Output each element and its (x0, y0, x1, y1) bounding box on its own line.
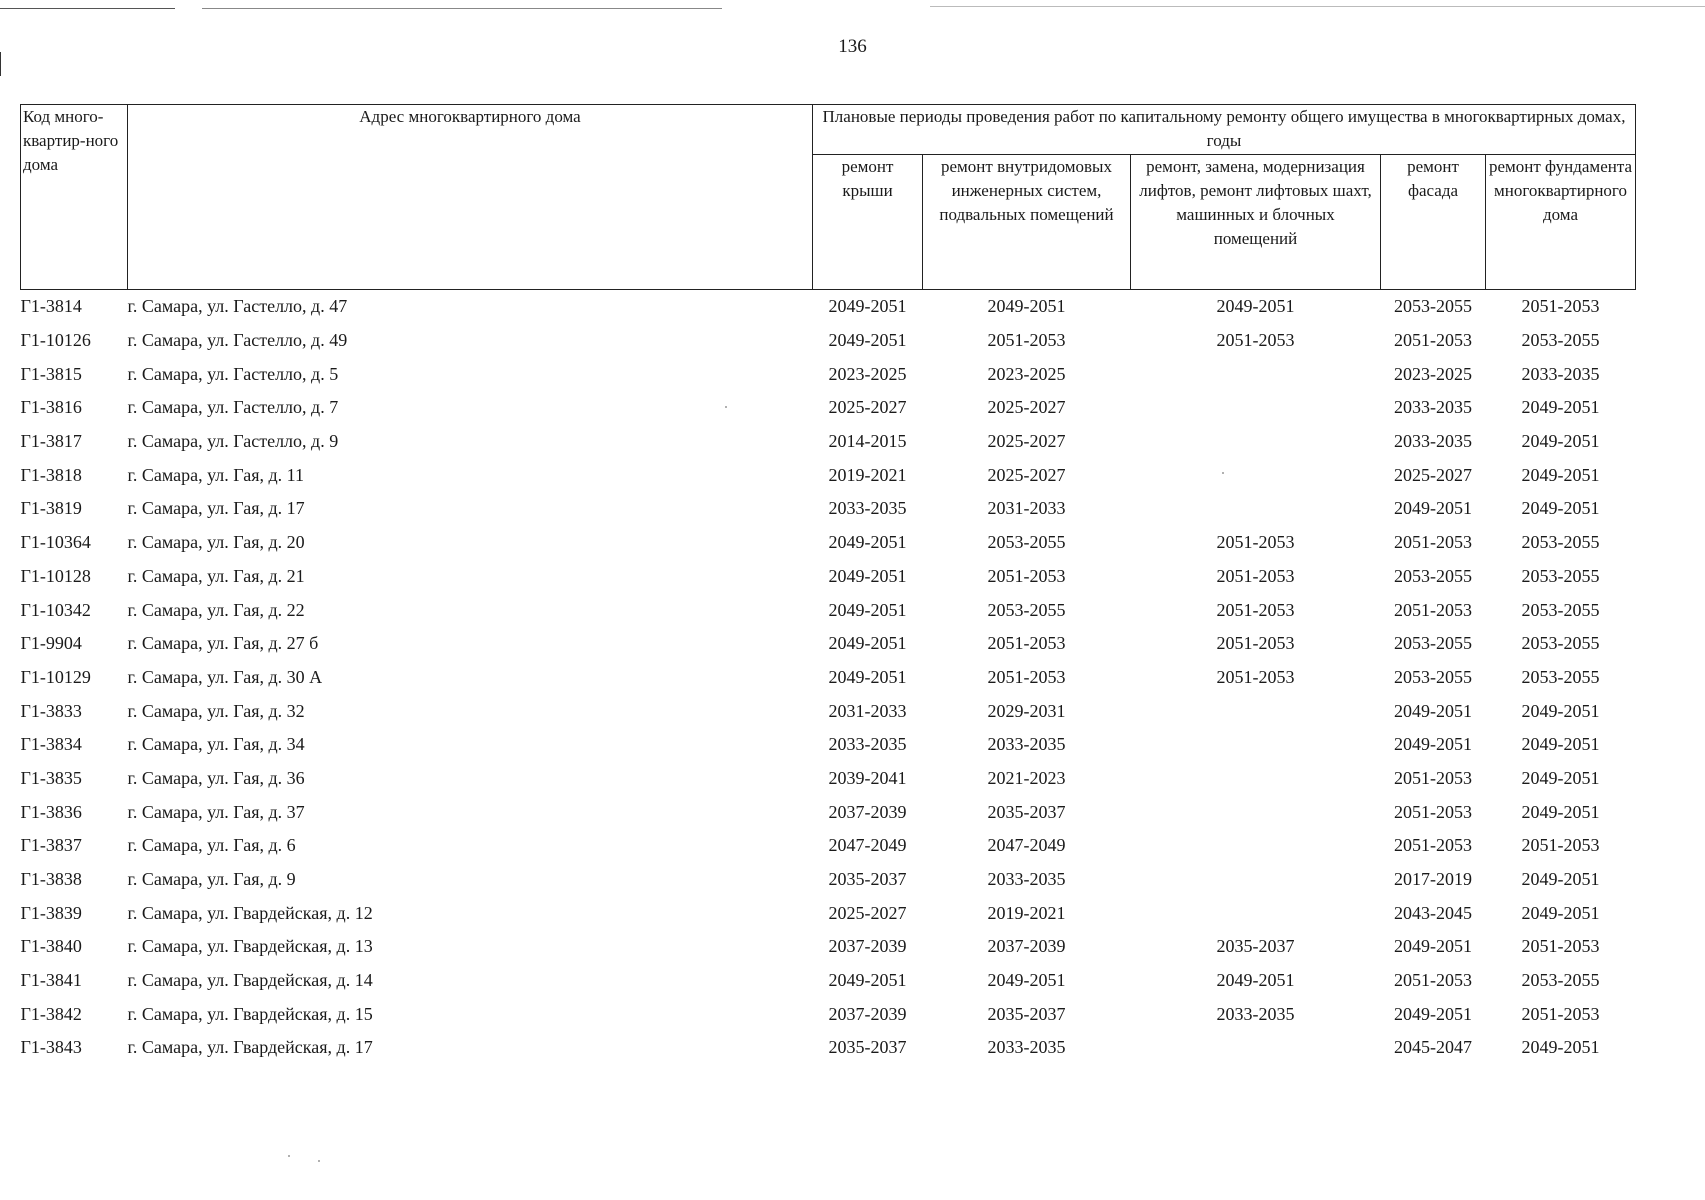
address-cell: г. Самара, ул. Гая, д. 34 (127, 734, 305, 755)
engineering-period-cell: 2049-2051 (987, 296, 1066, 317)
foundation-period-cell: 2049-2051 (1521, 801, 1600, 822)
foundation-period-cell: 2053-2055 (1521, 666, 1600, 687)
address-cell: г. Самара, ул. Гастелло, д. 7 (127, 397, 339, 418)
repair-schedule-table (20, 104, 1636, 1065)
foundation-period-cell: 2049-2051 (1521, 869, 1600, 890)
elevators-period-cell (1131, 896, 1381, 930)
foundation-period-cell: 2053-2055 (1521, 330, 1600, 351)
roof-period-cell: 2014-2015 (828, 431, 907, 452)
address-cell: г. Самара, ул. Гая, д. 36 (127, 767, 305, 788)
facade-period-cell: 2051-2053 (1394, 801, 1472, 822)
engineering-period-cell: 2053-2055 (987, 532, 1066, 553)
foundation-period-cell: 2053-2055 (1521, 532, 1600, 553)
elevators-period-cell (1131, 492, 1381, 526)
address-cell: г. Самара, ул. Гая, д. 17 (127, 498, 305, 519)
address-cell: г. Самара, ул. Гая, д. 20 (127, 532, 305, 553)
facade-period-cell: 2043-2045 (1394, 902, 1472, 923)
house-code-cell: Г1-3815 (20, 363, 82, 384)
roof-period-cell: 2049-2051 (828, 296, 907, 317)
roof-period-cell: 2033-2035 (828, 734, 907, 755)
facade-period-cell: 2051-2053 (1394, 767, 1472, 788)
foundation-period-cell: 2033-2035 (1521, 363, 1600, 384)
address-cell: г. Самара, ул. Гвардейская, д. 14 (127, 970, 373, 991)
table-row (21, 694, 1636, 728)
roof-period-cell: 2033-2035 (828, 498, 907, 519)
elevators-period-cell (1131, 829, 1381, 863)
elevators-period-cell: 2051-2053 (1216, 666, 1295, 687)
engineering-period-cell: 2051-2053 (987, 633, 1066, 654)
scan-edge-line (202, 8, 722, 9)
house-code-cell: Г1-3837 (20, 835, 82, 856)
house-code-cell: Г1-3817 (20, 431, 82, 452)
elevators-period-cell: 2049-2051 (1216, 296, 1295, 317)
table-row (21, 997, 1636, 1031)
column-header-address: Адрес многоквартирного дома (128, 105, 813, 290)
elevators-period-cell: 2051-2053 (1216, 330, 1295, 351)
facade-period-cell: 2033-2035 (1394, 397, 1472, 418)
facade-period-cell: 2049-2051 (1394, 1003, 1472, 1024)
address-cell: г. Самара, ул. Гая, д. 30 А (127, 666, 323, 687)
engineering-period-cell: 2025-2027 (987, 397, 1066, 418)
roof-period-cell: 2049-2051 (828, 970, 907, 991)
facade-period-cell: 2045-2047 (1394, 1037, 1472, 1058)
facade-period-cell: 2049-2051 (1394, 498, 1472, 519)
elevators-period-cell: 2049-2051 (1216, 970, 1295, 991)
engineering-period-cell: 2033-2035 (987, 734, 1066, 755)
address-cell: г. Самара, ул. Гастелло, д. 47 (127, 296, 348, 317)
table-row (21, 593, 1636, 627)
foundation-period-cell: 2051-2053 (1521, 936, 1600, 957)
table-row (21, 290, 1636, 324)
elevators-period-cell (1131, 391, 1381, 425)
house-code-cell: Г1-3840 (20, 936, 82, 957)
house-code-cell: Г1-3834 (20, 734, 82, 755)
address-cell: г. Самара, ул. Гая, д. 27 б (127, 633, 319, 654)
engineering-period-cell: 2051-2053 (987, 330, 1066, 351)
table-row (21, 357, 1636, 391)
engineering-period-cell: 2051-2053 (987, 666, 1066, 687)
address-cell: г. Самара, ул. Гая, д. 6 (127, 835, 296, 856)
roof-period-cell: 2025-2027 (828, 902, 907, 923)
house-code-cell: Г1-3835 (20, 767, 82, 788)
house-code-cell: Г1-3819 (20, 498, 82, 519)
house-code-cell: Г1-3841 (20, 970, 82, 991)
scan-edge-line (0, 8, 175, 9)
facade-period-cell: 2051-2053 (1394, 835, 1472, 856)
engineering-period-cell: 2023-2025 (987, 363, 1066, 384)
scan-speck (318, 1160, 320, 1162)
table-row (21, 728, 1636, 762)
engineering-period-cell: 2025-2027 (987, 431, 1066, 452)
elevators-period-cell (1131, 357, 1381, 391)
house-code-cell: Г1-10364 (20, 532, 91, 553)
foundation-period-cell: 2051-2053 (1521, 835, 1600, 856)
elevators-period-cell: 2033-2035 (1216, 1003, 1295, 1024)
scan-speck (725, 406, 727, 408)
house-code-cell: Г1-9904 (20, 633, 82, 654)
engineering-period-cell: 2047-2049 (987, 835, 1066, 856)
facade-period-cell: 2051-2053 (1394, 532, 1472, 553)
foundation-period-cell: 2053-2055 (1521, 599, 1600, 620)
roof-period-cell: 2039-2041 (828, 767, 907, 788)
roof-period-cell: 2023-2025 (828, 363, 907, 384)
elevators-period-cell (1131, 1031, 1381, 1065)
elevators-period-cell: 2051-2053 (1216, 532, 1295, 553)
house-code-cell: Г1-10342 (20, 599, 91, 620)
column-header-engineering: ремонт внутридомовых инженерных систем, подвальных помещений (923, 155, 1131, 290)
address-cell: г. Самара, ул. Гая, д. 37 (127, 801, 305, 822)
table-row (21, 930, 1636, 964)
table-row (21, 964, 1636, 998)
elevators-period-cell: 2035-2037 (1216, 936, 1295, 957)
elevators-period-cell (1131, 694, 1381, 728)
facade-period-cell: 2053-2055 (1394, 666, 1472, 687)
repair-schedule-sheet (20, 104, 1636, 1065)
engineering-period-cell: 2037-2039 (987, 936, 1066, 957)
elevators-period-cell (1131, 728, 1381, 762)
roof-period-cell: 2035-2037 (828, 869, 907, 890)
elevators-period-cell: 2051-2053 (1216, 565, 1295, 586)
facade-period-cell: 2053-2055 (1394, 565, 1472, 586)
foundation-period-cell: 2049-2051 (1521, 464, 1600, 485)
table-row (21, 829, 1636, 863)
address-cell: г. Самара, ул. Гая, д. 21 (127, 565, 305, 586)
foundation-period-cell: 2053-2055 (1521, 633, 1600, 654)
engineering-period-cell: 2033-2035 (987, 1037, 1066, 1058)
address-cell: г. Самара, ул. Гастелло, д. 49 (127, 330, 348, 351)
roof-period-cell: 2025-2027 (828, 397, 907, 418)
roof-period-cell: 2031-2033 (828, 700, 907, 721)
table-row (21, 492, 1636, 526)
house-code-cell: Г1-10126 (20, 330, 91, 351)
foundation-period-cell: 2049-2051 (1521, 767, 1600, 788)
address-cell: г. Самара, ул. Гвардейская, д. 12 (127, 902, 373, 923)
facade-period-cell: 2033-2035 (1394, 431, 1472, 452)
elevators-period-cell (1131, 762, 1381, 796)
house-code-cell: Г1-3816 (20, 397, 82, 418)
scan-speck (288, 1155, 290, 1157)
facade-period-cell: 2049-2051 (1394, 700, 1472, 721)
facade-period-cell: 2025-2027 (1394, 464, 1472, 485)
table-body (21, 290, 1636, 1065)
table-row (21, 661, 1636, 695)
table-row (21, 795, 1636, 829)
page-number: 136 (838, 36, 867, 57)
facade-period-cell: 2053-2055 (1394, 296, 1472, 317)
roof-period-cell: 2035-2037 (828, 1037, 907, 1058)
roof-period-cell: 2037-2039 (828, 801, 907, 822)
engineering-period-cell: 2019-2021 (987, 902, 1066, 923)
engineering-period-cell: 2021-2023 (987, 767, 1066, 788)
address-cell: г. Самара, ул. Гвардейская, д. 15 (127, 1003, 373, 1024)
address-cell: г. Самара, ул. Гастелло, д. 5 (127, 363, 339, 384)
elevators-period-cell: 2051-2053 (1216, 633, 1295, 654)
roof-period-cell: 2049-2051 (828, 666, 907, 687)
foundation-period-cell: 2053-2055 (1521, 565, 1600, 586)
roof-period-cell: 2037-2039 (828, 1003, 907, 1024)
facade-period-cell: 2017-2019 (1394, 869, 1472, 890)
elevators-period-cell (1131, 863, 1381, 897)
address-cell: г. Самара, ул. Гая, д. 9 (127, 869, 296, 890)
table-row (21, 1031, 1636, 1065)
facade-period-cell: 2049-2051 (1394, 936, 1472, 957)
facade-period-cell: 2051-2053 (1394, 599, 1472, 620)
house-code-cell: Г1-3818 (20, 464, 82, 485)
roof-period-cell: 2037-2039 (828, 936, 907, 957)
roof-period-cell: 2019-2021 (828, 464, 907, 485)
elevators-period-cell: 2051-2053 (1216, 599, 1295, 620)
house-code-cell: Г1-3814 (20, 296, 82, 317)
address-cell: г. Самара, ул. Гвардейская, д. 13 (127, 936, 373, 957)
column-header-code: Код много-квартир-ного дома (21, 105, 128, 290)
table-row (21, 762, 1636, 796)
engineering-period-cell: 2049-2051 (987, 970, 1066, 991)
engineering-period-cell: 2035-2037 (987, 801, 1066, 822)
facade-period-cell: 2051-2053 (1394, 330, 1472, 351)
address-cell: г. Самара, ул. Гая, д. 11 (127, 464, 305, 485)
facade-period-cell: 2023-2025 (1394, 363, 1472, 384)
house-code-cell: Г1-10128 (20, 565, 91, 586)
engineering-period-cell: 2031-2033 (987, 498, 1066, 519)
engineering-period-cell: 2033-2035 (987, 869, 1066, 890)
engineering-period-cell: 2035-2037 (987, 1003, 1066, 1024)
table-row (21, 627, 1636, 661)
address-cell: г. Самара, ул. Гастелло, д. 9 (127, 431, 339, 452)
table-row (21, 560, 1636, 594)
house-code-cell: Г1-3836 (20, 801, 82, 822)
roof-period-cell: 2049-2051 (828, 565, 907, 586)
roof-period-cell: 2049-2051 (828, 532, 907, 553)
facade-period-cell: 2053-2055 (1394, 633, 1472, 654)
column-header-roof: ремонт крыши (813, 155, 923, 290)
elevators-period-cell (1131, 458, 1381, 492)
roof-period-cell: 2049-2051 (828, 599, 907, 620)
roof-period-cell: 2049-2051 (828, 633, 907, 654)
table-row (21, 458, 1636, 492)
engineering-period-cell: 2051-2053 (987, 565, 1066, 586)
foundation-period-cell: 2053-2055 (1521, 970, 1600, 991)
engineering-period-cell: 2053-2055 (987, 599, 1066, 620)
facade-period-cell: 2049-2051 (1394, 734, 1472, 755)
elevators-period-cell (1131, 425, 1381, 459)
engineering-period-cell: 2025-2027 (987, 464, 1066, 485)
column-header-elevators: ремонт, замена, модернизация лифтов, ремонт лифтовых шахт, машинных и блочных помещений (1131, 155, 1381, 290)
elevators-period-cell (1131, 795, 1381, 829)
house-code-cell: Г1-3839 (20, 902, 82, 923)
table-row (21, 324, 1636, 358)
column-header-foundation: ремонт фундамента многоквартирного дома (1486, 155, 1636, 290)
table-row (21, 425, 1636, 459)
table-row (21, 896, 1636, 930)
house-code-cell: Г1-3833 (20, 700, 82, 721)
roof-period-cell: 2049-2051 (828, 330, 907, 351)
house-code-cell: Г1-3838 (20, 869, 82, 890)
engineering-period-cell: 2029-2031 (987, 700, 1066, 721)
foundation-period-cell: 2049-2051 (1521, 1037, 1600, 1058)
column-header-facade: ремонт фасада (1381, 155, 1486, 290)
foundation-period-cell: 2049-2051 (1521, 498, 1600, 519)
foundation-period-cell: 2051-2053 (1521, 1003, 1600, 1024)
house-code-cell: Г1-3842 (20, 1003, 82, 1024)
foundation-period-cell: 2049-2051 (1521, 397, 1600, 418)
table-row (21, 391, 1636, 425)
address-cell: г. Самара, ул. Гая, д. 22 (127, 599, 305, 620)
scan-speck (1222, 472, 1224, 474)
foundation-period-cell: 2049-2051 (1521, 734, 1600, 755)
facade-period-cell: 2051-2053 (1394, 970, 1472, 991)
foundation-period-cell: 2049-2051 (1521, 902, 1600, 923)
foundation-period-cell: 2051-2053 (1521, 296, 1600, 317)
table-row (21, 526, 1636, 560)
house-code-cell: Г1-3843 (20, 1037, 82, 1058)
foundation-period-cell: 2049-2051 (1521, 700, 1600, 721)
address-cell: г. Самара, ул. Гвардейская, д. 17 (127, 1037, 373, 1058)
scan-edge-line (930, 6, 1705, 7)
address-cell: г. Самара, ул. Гая, д. 32 (127, 700, 305, 721)
column-group-periods: Плановые периоды проведения работ по капитальному ремонту общего имущества в многоквартирных домах, годы (813, 105, 1636, 155)
table-row (21, 863, 1636, 897)
house-code-cell: Г1-10129 (20, 666, 91, 687)
roof-period-cell: 2047-2049 (828, 835, 907, 856)
foundation-period-cell: 2049-2051 (1521, 431, 1600, 452)
